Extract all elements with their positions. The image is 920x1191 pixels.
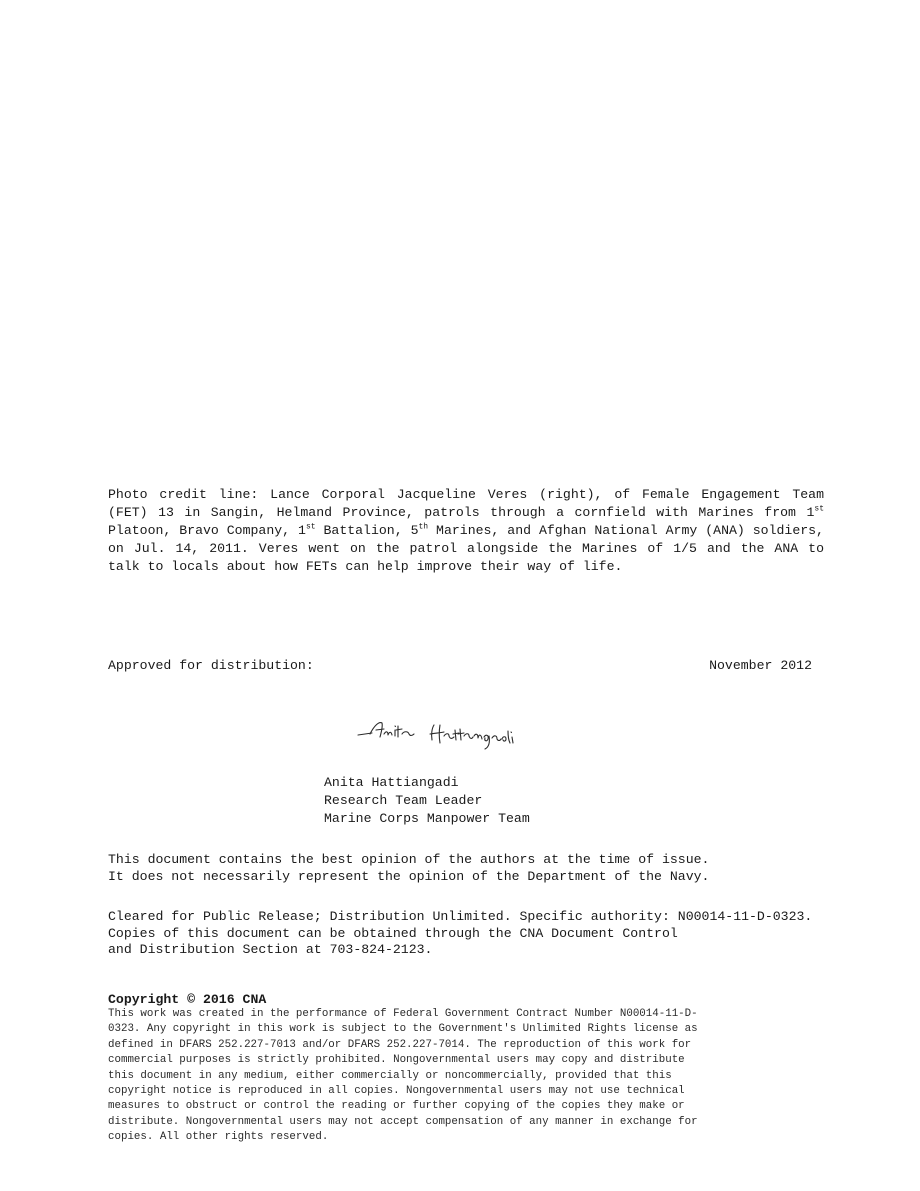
release-line: and Distribution Section at 703-824-2123.	[108, 942, 433, 957]
release-line: Cleared for Public Release; Distribution Unlimited. Specific authority: N00014-11-D-0323.	[108, 909, 813, 924]
copyright-notice	[108, 1007, 800, 1146]
photo-credit-line	[108, 486, 824, 576]
photo-credit-text-1: Photo credit line: Lance Corporal Jacqueline Veres (right), of Female Engagement Team (FET) 13 in Sangin, Helmand Province, patrols through a cornfield with Marines from 1	[108, 487, 824, 520]
photo-credit-text-3: Battalion, 5	[315, 523, 419, 538]
ordinal-suffix: th	[418, 522, 429, 532]
signer-block	[324, 774, 530, 828]
approval-date: November 2012	[709, 658, 812, 673]
copyright-line: defined in DFARS 252.227-7013 and/or DFARS 252.227-7014. The reproduction of this work for	[108, 1038, 692, 1051]
release-line: Copies of this document can be obtained through the CNA Document Control	[108, 925, 678, 941]
copyright-line: copyright notice is reproduced in all copies. Nongovernmental users may not use technical	[108, 1085, 685, 1098]
signer-name: Anita Hattiangadi	[324, 775, 459, 790]
release-paragraph	[108, 909, 812, 959]
disclaimer-paragraph	[108, 852, 709, 885]
copyright-line: 0323. Any copyright in this work is subject to the Government's Unlimited Rights license as	[108, 1023, 698, 1036]
approval-line	[108, 657, 812, 675]
copyright-line: this document in any medium, either commercially or noncommercially, provided that this	[108, 1069, 672, 1082]
photo-credit-text-4: Marines, and Afghan National Army (ANA) soldiers, on Jul. 14, 2011. Veres went on the patrol alongside the Marines of 1/5 and the ANA to talk to locals about how FETs can help improve their way of life.	[108, 523, 824, 574]
signer-team: Marine Corps Manpower Team	[324, 811, 530, 826]
approval-label: Approved for distribution:	[108, 658, 314, 673]
copyright-line: copies. All other rights reserved.	[108, 1131, 329, 1144]
copyright-heading: Copyright © 2016 CNA	[108, 992, 267, 1007]
ordinal-suffix: st	[305, 522, 316, 532]
copyright-line: distribute. Nongovernmental users may not accept compensation of any manner in exchange for	[108, 1115, 698, 1128]
signer-title: Research Team Leader	[324, 793, 483, 808]
copyright-line: This work was created in the performance of Federal Government Contract Number N00014-11-D-	[108, 1008, 698, 1020]
disclaimer-line: This document contains the best opinion of the authors at the time of issue.	[108, 852, 710, 867]
ordinal-suffix: st	[814, 504, 824, 514]
disclaimer-line: It does not necessarily represent the opinion of the Department of the Navy.	[108, 868, 710, 884]
copyright-line: measures to obstruct or control the reading or further copying of the copies they make or	[108, 1100, 685, 1113]
handwritten-signature	[352, 712, 537, 754]
photo-credit-text-2: Platoon, Bravo Company, 1	[108, 523, 306, 538]
copyright-line: commercial purposes is strictly prohibited. Nongovernmental users may copy and distribute	[108, 1054, 685, 1067]
